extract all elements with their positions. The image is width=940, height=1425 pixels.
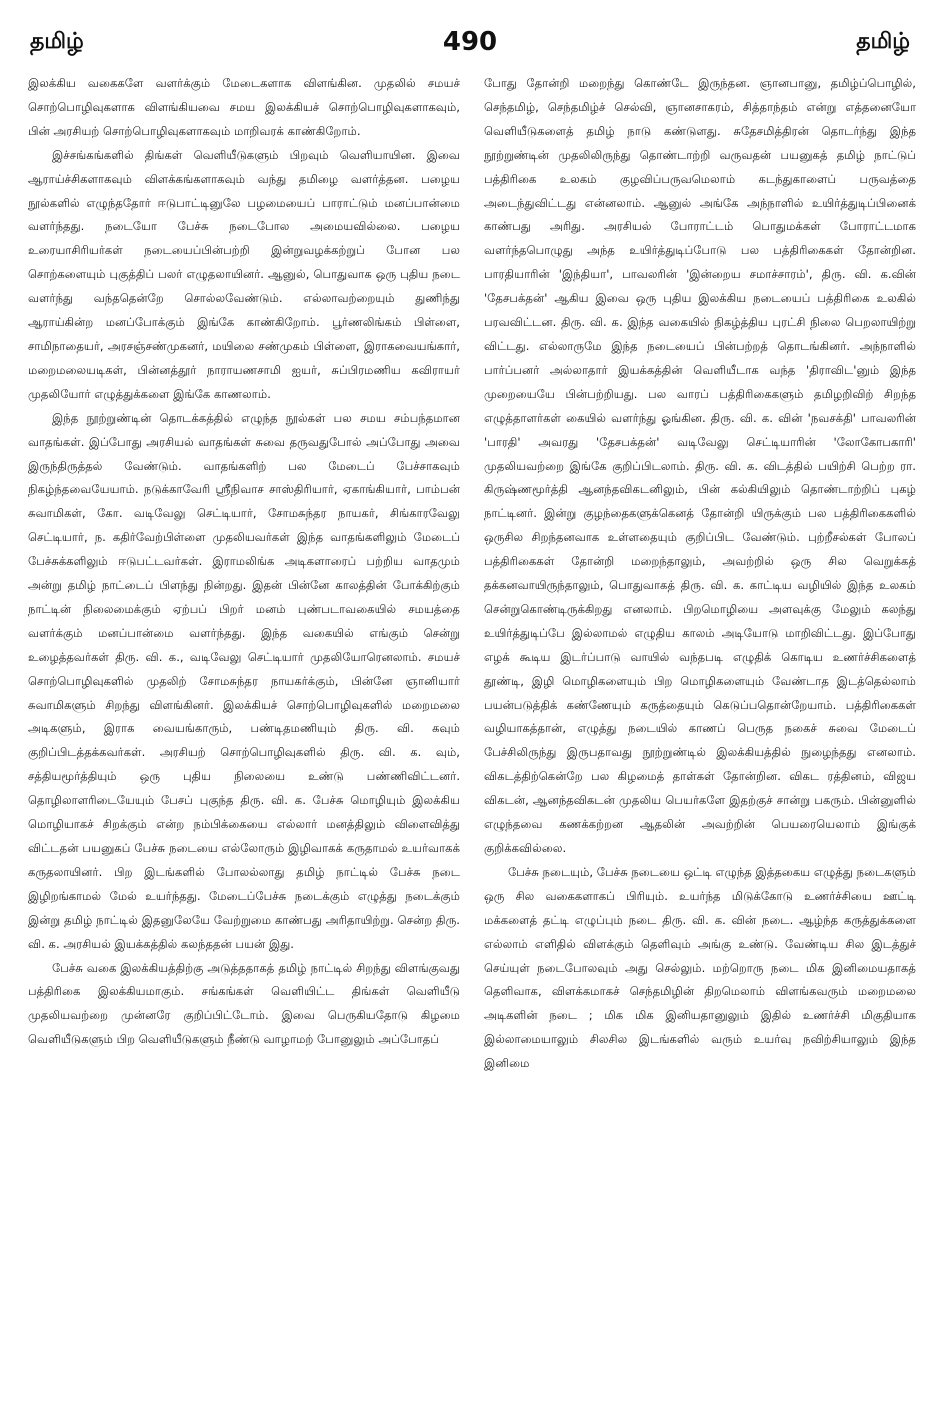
- left-column: [28, 72, 460, 1412]
- text-columns: [28, 72, 916, 1417]
- paragraph: இலக்கிய வகைகளே வளர்க்கும் மேடைகளாக விளங்கின. முதலில் சமயச் சொற்பொழிவுகளாக விளங்கியவை சமய இலக்கியச் சொற்பொழிவுகளாகவும், பின் அரசியற் சொற்பொழிவுகளாகவும் மாறிவரக் காண்கிறோம்.: [28, 76, 460, 138]
- page-number: 490: [442, 27, 498, 57]
- running-head: [24, 22, 916, 62]
- running-head-right: தமிழ்: [856, 29, 910, 54]
- paragraph: இச்சங்கங்களில் திங்கள் வெளியீடுகளும் பிறவும் வெளியாயின. இவை ஆராய்ச்சிகளாகவும் விளக்கங்களாகவும் வந்து தமிழை வளர்த்தன. பழைய நூல்களில் எழுந்ததோர் ஈடுபாட்டினுலே பழமையைப் பாராட்டும் மனப்பான்மை வளர்ந்தது. நடையோ பேச்சு நடைபோல அமையவில்லை. பழைய உரையாசிரியர்கள் நடையைப்பின்பற்றி இன்றுவழக்கற்றுப் போன பல சொற்களையும் புகுத்திப் பலர் எழுதலாயினர். ஆனுல், பொதுவாக ஒரு புதிய நடை வளர்ந்து வந்ததென்றே சொல்லவேண்டும். எல்லாவற்றையும் துணிந்து ஆராய்கின்ற மனப்போக்கும் இங்கே காண்கிறோம். பூர்ணலிங்கம் பிள்ளை, சாமிநாதையர், அரசஞ்சண்முகனர், மயிலை சண்முகம் பிள்ளை, இராகவையங்கார், மறைமலையடிகள், பின்னத்தூர் நாராயணசாமி ஐயர், சுப்பிரமணிய கவிராயர் முதலியோர் எழுத்துக்களை இங்கே காணலாம்.: [28, 147, 460, 401]
- running-head-left: தமிழ்: [30, 29, 84, 54]
- paragraph: பேச்சு வகை இலக்கியத்திற்கு அடுத்ததாகத் தமிழ் நாட்டில் சிறந்து விளங்குவது பத்திரிகை இலக்கியமாகும். சங்கங்கள் வெளியிட்ட திங்கள் வெளியீடு முதலியவற்றை முன்னரே குறிப்பிட்டோம். இவை பெருகியதோடு கிழமை வெளியீடுகளும் பிற வெளியீடுகளும் நீண்டு வாழாமற் போனுலும் அப்போதப்: [28, 960, 460, 1047]
- paragraph: பேச்சு நடையும், பேச்சு நடையை ஒட்டி எழுந்த இத்தகைய எழுத்து நடைகளும் ஒரு சில வகைகளாகப் பிரியும். உயர்ந்த மிடுக்கோடு உணர்ச்சியை ஊட்டி மக்களைத் தட்டி எழுப்பும் நடை திரு. வி. க. வின் நடை. ஆழ்ந்த கருத்துக்களை எல்லாம் எளிதில் விளக்கும் தெளிவும் அங்கு உண்டு. வேண்டிய சில இடத்துச் செய்யுள் நடைபோலவும் அது செல்லும். மற்றொரு நடை மிக இனிமையதாகத் தெளிவாக, விளக்கமாகச் செந்தமிழின் திறமெலாம் விளங்கவரும் மறைமலை அடிகளின் நடை ; மிக மிக இனியதானுலும் இதில் உணர்ச்சி மிகுதியாக இல்லாமையாலும் சிலசில இடங்களில் வரும் உயர்வு நவிற்சியாலும் இந்த இனிமை: [484, 864, 916, 1071]
- right-column: [484, 72, 916, 1412]
- paragraph: போது தோன்றி மறைந்து கொண்டே இருந்தன. ஞானபானு, தமிழ்ப்பொழில், செந்தமிழ், செந்தமிழ்ச் செல்வி, ஞானசாகரம், சித்தாந்தம் என்று எத்தனையோ வெளியீடுகளைத் தமிழ் நாடு கண்டுளது. சுதேசமித்திரன் தொடர்ந்து இந்த நூற்றுண்டின் முதலிலிருந்து தொண்டாற்றி வருவதன் பயனுகத் தமிழ் நாட்டுப் பத்திரிகை உலகம் குழவிப்பருவமெலாம் கடந்துகாளைப் பருவத்தை அடைந்துவிட்டது என்னலாம். ஆனுல் அங்கே அந்நாளில் உயிர்த்துடிப்பினைக் காண்பது அரிது. அரசியல் போராட்டம் பொதுமக்கள் போராட்டமாக வளர்ந்தபொழுது அந்த உயிர்த்துடிப்போடு பல பத்திரிகைகள் தோன்றின. பாரதியாரின் 'இந்தியா', பாவலரின் 'இன்றைய சமாச்சாரம்', திரு. வி. க.வின் 'தேசபக்தன்' ஆகிய இவை ஒரு புதிய இலக்கிய நடையைப் பத்திரிகை உலகில் பரவவிட்டன. திரு. வி. க. இந்த வகையில் நிகழ்த்திய புரட்சி நிலை பெறலாயிற்று விட்டது. எல்லாருமே இந்த நடையைப் பின்பற்றத் தொடங்கினர். அந்நாளில் பார்ப்பனர் அல்லாதார் இயக்கத்தின் வெளியீடாக வந்த 'திராவிட'னும் இந்த முறையையே பின்பற்றியது. பல வாரப் பத்திரிகைகளும் தமிழறிவிற் சிறந்த எழுத்தாளர்கள் கையில் வளர்ந்து ஓங்கின. திரு. வி. க. வின் 'நவசக்தி' பாவலரின் 'பாரதி' அவரது 'தேசபக்தன்' வடிவேலு செட்டியாரின் 'லோகோபகாரி' முதலியவற்றை இங்கே குறிப்பிடலாம். திரு. வி. க. விடத்தில் பயிற்சி பெற்ற ரா. கிருஷ்ணமூர்த்தி ஆனந்தவிகடனிலும், பின் கல்கியிலும் தொண்டாற்றிப் புகழ் நாட்டினர். இன்று குழந்தைகளுக்கெனத் தோன்றி யிருக்கும் பல பத்திரிகைகளில் ஒருசில சிறந்தனவாக உள்ளதையும் குறிப்பிட வேண்டும். புற்றீசல்கள் போலப் பத்திரிகைகள் தோன்றி மறைந்தாலும், அவற்றில் ஒரு சில வெறுக்கத் தக்கனவாயிருந்தாலும், பொதுவாகத் திரு. வி. க. காட்டிய வழியில் இந்த உலகம் சென்றுகொண்டிருக்கிறது எனலாம். பிறமொழியை அளவுக்கு மேலும் கலந்து உயிர்த்துடிப்பே இல்லாமல் எழுதிய காலம் அடியோடு மாறிவிட்டது. இப்போது எழக் கூடிய இடர்ப்பாடு வாயில் வந்தபடி எழுதிக் கொடிய உணர்ச்சிகளைத் தூண்டி, இழி மொழிகளையும் பிற மொழிகளையும் வேண்டாத இடத்தெல்லாம் பயன்படுத்திக் கண்ணேயும் கருத்தையும் கெடுப்பதொன்றேயாம். பத்திரிகைகள் வழியாகத்தான், எழுத்து நடையில் காணப் பெருத நகைச் சுவை மேடைப் பேச்சிலிருந்து இருபதாவது நூற்றுண்டில் இலக்கியத்தில் நுழைந்தது எனலாம். விகடத்திற்கென்றே பல கிழமைத் தாள்கள் தோன்றின. விகட ரத்தினம், விஜய விகடன், ஆனந்தவிகடன் முதலிய பெயர்களே இதற்குச் சான்று பகரும். பின்னுளில் எழுந்தவை கணக்கற்றன ஆதலின் அவற்றின் பெயரையெலாம் இங்குக் குறிக்கவில்லை.: [484, 76, 916, 855]
- paragraph: இந்த நூற்றுண்டின் தொடக்கத்தில் எழுந்த நூல்கள் பல சமய சம்பந்தமான வாதங்கள். இப்போது அரசியல் வாதங்கள் சுவை தருவதுபோல் அப்போது அவை இருந்திருத்தல் வேண்டும். வாதங்களிற் பல மேடைப் பேச்சாகவும் நிகழ்ந்தவையேயாம். நடுக்காவேரி ஸ்ரீநிவாச சாஸ்திரியார், ஏகாங்கியார், பாம்பன் சுவாமிகள், கோ. வடிவேலு செட்டியார், சோமசுந்தர நாயகர், சிங்காரவேலு செட்டியார், ந. கதிர்வேற்பிள்ளை முதலியவர்கள் இந்த வாதங்களிலும் மேடைப் பேச்சுக்களிலும் ஈடுபட்டவர்கள். இராமலிங்க அடிகளாரைப் பற்றிய வாதமும் அன்று தமிழ் நாட்டைப் பிளந்து நின்றது. இதன் பின்னே காலத்தின் போக்கிற்கும் நாட்டின் நிலைமைக்கும் ஏற்பப் பிறர் மனம் புண்படாவகையில் சமயத்தை வளர்க்கும் மனப்பான்மை வளர்ந்தது. இந்த வகையில் எங்கும் சென்று உழைத்தவர்கள் திரு. வி. க., வடிவேலு செட்டியார் முதலியோரெனலாம். சமயச் சொற்பொழிவுகளில் முதலிற் சோமசுந்தர நாயகர்க்கும், பின்னே ஞானியார் சுவாமிகளும் சிறந்து விளங்கினர். இலக்கியச் சொற்பொழிவுகளில் மறைமலை அடிகளும், இராக வையங்காரும், பண்டிதமணியும் திரு. வி. கவும் குறிப்பிடத்தக்கவர்கள். அரசியற் சொற்பொழிவுகளில் திரு. வி. க. வும், சத்தியமூர்த்தியும் ஒரு புதிய நிலையை உண்டு பண்ணிவிட்டனர். தொழிலாளரிடையேயும் பேசப் புகுந்த திரு. வி. க. பேச்சு மொழியும் இலக்கிய மொழியாகச் சிறக்கும் என்ற நம்பிக்கையை எல்லார் மனத்திலும் விளைவித்து விட்டதன் பயனுகப் பேச்சு நடையை எல்லோரும் இழிவாகக் கருதாமல் உயர்வாகக் கருதலாயினர். பிற இடங்களில் போலல்லாது தமிழ் நாட்டில் பேச்சு நடை இழிறங்காமல் மேல் உயர்ந்தது. மேடைப்பேச்சு நடைக்கும் எழுத்து நடைக்கும் இன்று தமிழ் நாட்டில் இதனுலேயே வேற்றுமை காண்பது அரிதாயிற்று. சென்ற திரு. வி. க. அரசியல் இயக்கத்தில் கலந்ததன் பயன் இது.: [28, 410, 460, 951]
